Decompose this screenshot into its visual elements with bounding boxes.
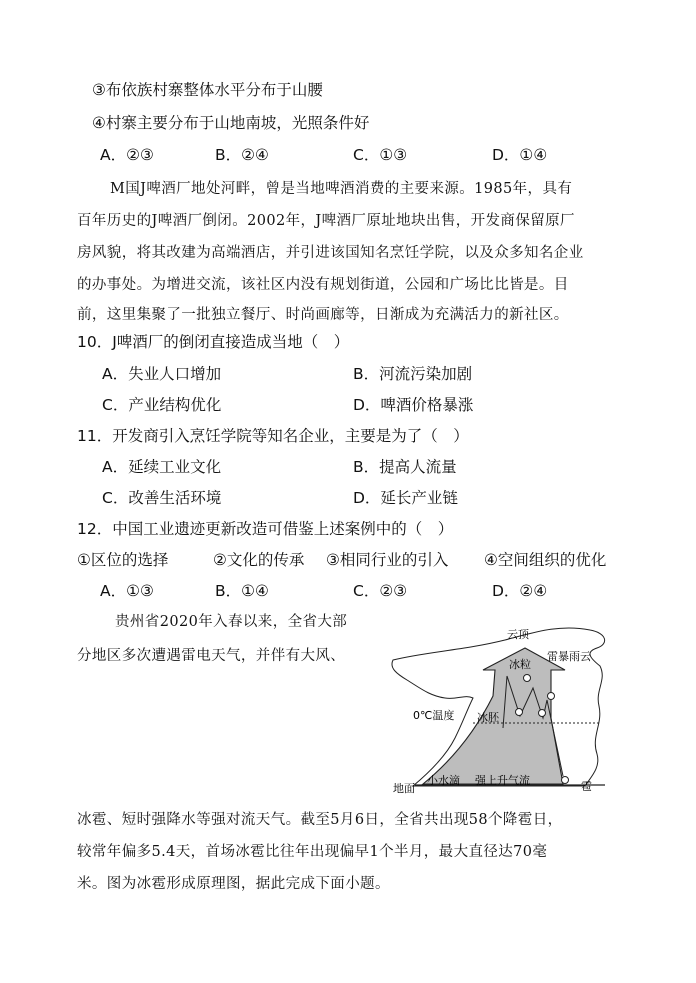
label-ice-embryo: 冰胚 (477, 711, 499, 724)
q11-option-b[interactable]: B．提高人流量 (353, 458, 457, 476)
q11-stem: 11．开发商引入烹饪学院等知名企业，主要是为了（ ） (77, 427, 469, 445)
q9-option-b[interactable]: B．②④ (215, 146, 269, 164)
q9-option-a[interactable]: A．②③ (100, 146, 154, 164)
label-hail: 雹 (581, 780, 592, 793)
passage-line: 的办事处。为增进交流，该社区内没有规划街道，公园和广场比比皆是。目 (77, 277, 569, 293)
passage-line: 房风貌，将其改建为高端酒店，并引进该国知名烹饪学院，以及众多知名企业 (77, 245, 584, 261)
ice-grain-dot (524, 675, 531, 682)
label-ice-grain: 冰粒 (509, 658, 531, 671)
q11-option-d[interactable]: D．延长产业链 (353, 489, 458, 507)
q12-item-4: ④空间组织的优化 (484, 551, 607, 569)
q12-option-a[interactable]: A．①③ (100, 582, 154, 600)
q10-option-c[interactable]: C．产业结构优化 (102, 396, 222, 414)
q9-option-c[interactable]: C．①③ (353, 146, 408, 164)
q10-option-d[interactable]: D．啤酒价格暴涨 (353, 396, 474, 414)
ice-grain-dot (539, 710, 546, 717)
label-ground: 地面 (393, 782, 415, 795)
q11-option-c[interactable]: C．改善生活环境 (102, 489, 222, 507)
q10-option-a[interactable]: A．失业人口增加 (102, 365, 222, 383)
q12-option-d[interactable]: D．②④ (492, 582, 548, 600)
passage-line: 较常年偏多5.4天，首场冰雹比往年出现偏早1个半月，最大直径达70毫 (77, 844, 548, 860)
q12-item-1: ①区位的选择 (77, 551, 169, 569)
q11-option-a[interactable]: A．延续工业文化 (102, 458, 222, 476)
q10-option-b[interactable]: B．河流污染加剧 (353, 365, 473, 383)
passage-line: 前，这里集聚了一批独立餐厅、时尚画廊等，日渐成为充满活力的新社区。 (77, 307, 569, 323)
passage-line: M国J啤酒厂地处河畔，曾是当地啤酒消费的主要来源。1985年，具有 (110, 181, 573, 197)
passage-line: 冰雹、短时强降水等强对流天气。截至5月6日，全省共出现58个降雹日， (77, 812, 563, 828)
q12-item-2: ②文化的传承 (213, 551, 305, 569)
label-cloud-top: 云顶 (507, 628, 529, 641)
statement-4: ④村寨主要分布于山地南坡，光照条件好 (92, 114, 370, 132)
passage-line: 百年历史的J啤酒厂倒闭。2002年，J啤酒厂原址地块出售，开发商保留原厂 (77, 213, 575, 229)
q12-option-c[interactable]: C．②③ (353, 582, 408, 600)
passage-line: 分地区多次遭遇雷电天气，并伴有大风、 (77, 648, 346, 664)
hail-dot (562, 777, 569, 784)
ice-grain-dot (516, 709, 523, 716)
statement-3: ③布依族村寨整体水平分布于山腰 (92, 81, 323, 99)
q12-item-3: ③相同行业的引入 (326, 551, 449, 569)
label-updraft: 强上升气流 (475, 774, 530, 787)
hail-formation-diagram (385, 618, 615, 798)
label-small-droplet: 小水滴 (427, 774, 460, 787)
q9-option-d[interactable]: D．①④ (492, 146, 548, 164)
label-zero-temp: 0℃温度 (413, 709, 455, 722)
q12-stem: 12．中国工业遗迹更新改造可借鉴上述案例中的（ ） (77, 520, 454, 538)
passage-line: 米。图为冰雹形成原理图，据此完成下面小题。 (77, 876, 390, 892)
q10-stem: 10．J啤酒厂的倒闭直接造成当地（ ） (77, 333, 350, 351)
q12-option-b[interactable]: B．①④ (215, 582, 269, 600)
passage-line: 贵州省2020年入春以来，全省大部 (115, 614, 348, 630)
label-storm-cloud: 雷暴雨云 (547, 650, 591, 663)
ice-grain-dot (548, 693, 555, 700)
